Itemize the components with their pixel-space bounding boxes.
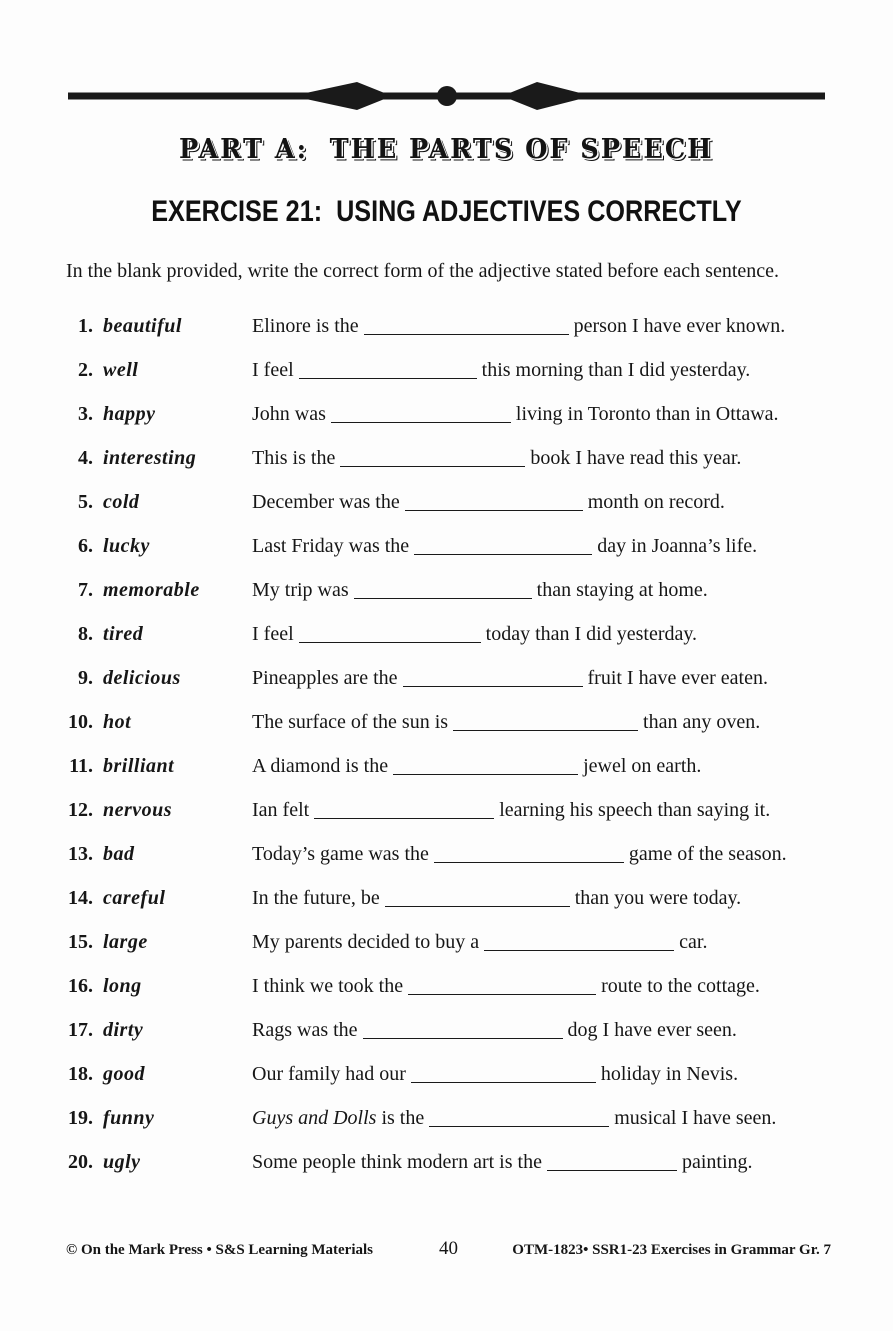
answer-blank[interactable] [405, 507, 583, 511]
item-number: 3. [78, 403, 93, 425]
sentence-pre: My trip was [252, 579, 349, 601]
answer-blank[interactable] [414, 551, 592, 555]
item-adjective: well [103, 359, 139, 381]
item-sentence [252, 799, 843, 822]
answer-blank[interactable] [434, 859, 624, 863]
sentence-pre: Elinore is the [252, 315, 359, 337]
sentence-post: month on record. [587, 491, 725, 513]
item-number: 7. [78, 579, 93, 601]
exercise-items [0, 315, 893, 1174]
answer-blank[interactable] [547, 1167, 677, 1171]
item-number: 8. [78, 623, 93, 645]
answer-blank[interactable] [393, 771, 578, 775]
divider-ornament [0, 74, 893, 118]
sentence-post: than staying at home. [536, 579, 708, 601]
sentence-post: route to the cottage. [601, 975, 760, 997]
answer-blank[interactable] [340, 463, 525, 467]
exercise-item [57, 447, 843, 470]
item-number: 10. [68, 711, 93, 733]
sentence-pre: I feel [252, 623, 294, 645]
sentence-pre: is the [381, 1107, 425, 1129]
answer-blank[interactable] [453, 727, 638, 731]
sentence-post: day in Joanna’s life. [597, 535, 758, 557]
item-adjective: tired [103, 623, 144, 645]
sentence-pre: This is the [252, 447, 336, 469]
item-number: 12. [68, 799, 93, 821]
item-number: 13. [68, 843, 93, 865]
answer-blank[interactable] [314, 815, 494, 819]
answer-blank[interactable] [331, 419, 511, 423]
sentence-pre-italic: Guys and Dolls [252, 1107, 377, 1129]
sentence-pre: A diamond is the [252, 755, 389, 777]
sentence-pre: John was [252, 403, 326, 425]
sentence-post: than any oven. [643, 711, 761, 733]
page-footer [66, 1238, 831, 1264]
sentence-post: book I have read this year. [530, 447, 742, 469]
item-number: 17. [68, 1019, 93, 1041]
instructions-text: In the blank provided, write the correct form of the adjective stated before each sentence. [66, 260, 780, 282]
item-number: 19. [68, 1107, 93, 1129]
sentence-pre: December was the [252, 491, 400, 513]
item-sentence [252, 843, 843, 866]
answer-blank[interactable] [363, 1035, 563, 1039]
sentence-pre: Ian felt [252, 799, 310, 821]
answer-blank[interactable] [429, 1123, 609, 1127]
item-adjective: long [103, 975, 142, 997]
exercise-item [57, 1151, 843, 1174]
exercise-item [57, 667, 843, 690]
item-sentence [252, 491, 843, 514]
exercise-item [57, 315, 843, 338]
sentence-post: person I have ever known. [573, 315, 786, 337]
answer-blank[interactable] [354, 595, 532, 599]
sentence-pre: Rags was the [252, 1019, 358, 1041]
item-sentence [252, 535, 843, 558]
exercise-item [57, 843, 843, 866]
sentence-post: dog I have ever seen. [567, 1019, 737, 1041]
item-adjective: funny [103, 1107, 155, 1129]
item-sentence [252, 755, 843, 778]
exercise-item [57, 1063, 843, 1086]
item-number: 14. [68, 887, 93, 909]
item-sentence [252, 1107, 843, 1130]
answer-blank[interactable] [408, 991, 596, 995]
sentence-pre: Pineapples are the [252, 667, 398, 689]
exercise-item [57, 799, 843, 822]
item-adjective: hot [103, 711, 132, 733]
sentence-pre: Today’s game was the [252, 843, 429, 865]
sentence-post: fruit I have ever eaten. [587, 667, 768, 689]
item-sentence [252, 447, 843, 470]
sentence-post: painting. [681, 1151, 753, 1173]
exercise-item [57, 887, 843, 910]
item-sentence [252, 711, 843, 734]
item-adjective: good [103, 1063, 145, 1085]
exercise-item [57, 975, 843, 998]
part-heading: PART A: THE PARTS OF SPEECH [179, 134, 714, 165]
sentence-post: than you were today. [574, 887, 742, 909]
footer-page-number: 40 [439, 1238, 458, 1259]
sentence-post: musical I have seen. [614, 1107, 777, 1129]
right-diamond-icon [502, 82, 592, 110]
item-number: 5. [78, 491, 93, 513]
item-adjective: large [103, 931, 148, 953]
sentence-post: today than I did yesterday. [485, 623, 698, 645]
item-sentence [252, 667, 843, 690]
item-adjective: lucky [103, 535, 150, 557]
item-adjective: beautiful [103, 315, 182, 337]
exercise-item [57, 755, 843, 778]
item-number: 6. [78, 535, 93, 557]
footer-publication-code: OTM-1823• SSR1-23 Exercises in Grammar Gr. 7 [512, 1242, 831, 1258]
exercise-item [57, 535, 843, 558]
sentence-post: this morning than I did yesterday. [481, 359, 751, 381]
item-sentence [252, 403, 843, 426]
item-number: 2. [78, 359, 93, 381]
sentence-post: holiday in Nevis. [600, 1063, 739, 1085]
answer-blank[interactable] [385, 903, 570, 907]
sentence-post: game of the season. [628, 843, 787, 865]
exercise-item [57, 359, 843, 382]
sentence-pre: I feel [252, 359, 294, 381]
item-adjective: cold [103, 491, 140, 513]
item-number: 16. [68, 975, 93, 997]
item-sentence [252, 1063, 843, 1086]
item-number: 15. [68, 931, 93, 953]
exercise-item [57, 711, 843, 734]
item-sentence [252, 1151, 843, 1174]
sentence-pre: I think we took the [252, 975, 404, 997]
sentence-pre: Last Friday was the [252, 535, 410, 557]
answer-blank[interactable] [403, 683, 583, 687]
item-adjective: brilliant [103, 755, 175, 777]
exercise-item [57, 623, 843, 646]
item-adjective: memorable [103, 579, 200, 601]
item-sentence [252, 623, 843, 646]
exercise-item [57, 931, 843, 954]
answer-blank[interactable] [364, 331, 569, 335]
answer-blank[interactable] [299, 375, 477, 379]
item-number: 11. [69, 755, 93, 777]
sentence-pre: Our family had our [252, 1063, 406, 1085]
left-diamond-icon [292, 82, 392, 110]
center-dot-icon [437, 86, 457, 106]
item-sentence [252, 315, 843, 338]
exercise-item [57, 579, 843, 602]
item-sentence [252, 975, 843, 998]
item-sentence [252, 579, 843, 602]
item-adjective: bad [103, 843, 135, 865]
item-adjective: happy [103, 403, 156, 425]
answer-blank[interactable] [411, 1079, 596, 1083]
sentence-post: living in Toronto than in Ottawa. [515, 403, 779, 425]
item-number: 9. [78, 667, 93, 689]
item-number: 20. [68, 1151, 93, 1173]
item-number: 1. [78, 315, 93, 337]
footer-copyright: © On the Mark Press • S&S Learning Materials [66, 1242, 373, 1258]
item-adjective: ugly [103, 1151, 141, 1173]
item-number: 18. [68, 1063, 93, 1085]
item-adjective: careful [103, 887, 166, 909]
exercise-item [57, 403, 843, 426]
item-adjective: interesting [103, 447, 197, 469]
exercise-item [57, 1107, 843, 1130]
sentence-pre: My parents decided to buy a [252, 931, 480, 953]
item-sentence [252, 359, 843, 382]
item-number: 4. [78, 447, 93, 469]
divider-ornament-svg [0, 74, 893, 118]
sentence-pre: In the future, be [252, 887, 380, 909]
answer-blank[interactable] [484, 947, 674, 951]
exercise-item [57, 1019, 843, 1042]
exercise-item [57, 491, 843, 514]
exercise-heading: EXERCISE 21: USING ADJECTIVES CORRECTLY [151, 195, 742, 228]
item-sentence [252, 931, 843, 954]
item-adjective: delicious [103, 667, 181, 689]
item-sentence [252, 887, 843, 910]
item-adjective: dirty [103, 1019, 144, 1041]
item-sentence [252, 1019, 843, 1042]
sentence-post: jewel on earth. [583, 755, 702, 777]
sentence-pre: The surface of the sun is [252, 711, 449, 733]
item-adjective: nervous [103, 799, 173, 821]
sentence-pre: Some people think modern art is the [252, 1151, 542, 1173]
sentence-post: car. [679, 931, 708, 953]
sentence-post: learning his speech than saying it. [499, 799, 771, 821]
answer-blank[interactable] [299, 639, 481, 643]
